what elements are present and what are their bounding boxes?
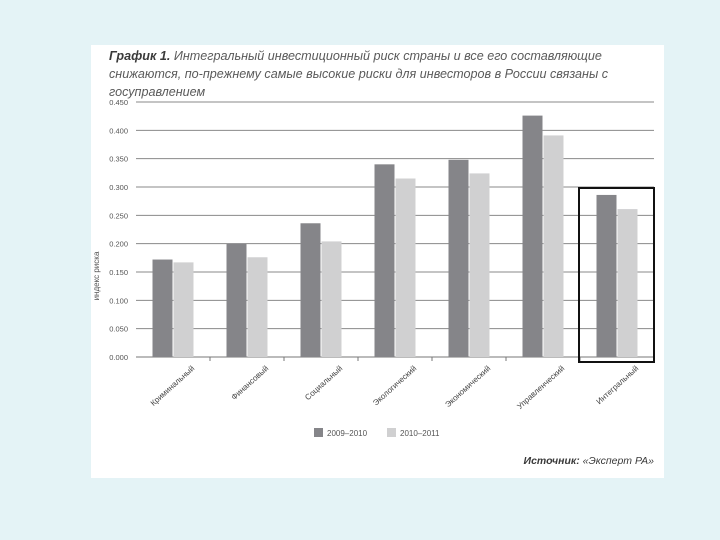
bar — [248, 257, 268, 357]
bar — [322, 241, 342, 357]
bar — [153, 260, 173, 357]
source-text: «Эксперт РА» — [582, 455, 654, 467]
legend-swatch — [314, 428, 323, 437]
bar — [597, 195, 617, 357]
source-note — [524, 455, 654, 467]
x-tick-label: Управленческий — [515, 363, 567, 412]
source-label: Источник: — [523, 455, 580, 467]
bar — [470, 173, 490, 357]
bar — [396, 179, 416, 358]
x-tick-label: Криминальный — [148, 363, 197, 408]
bar — [375, 164, 395, 357]
y-tick-label: 0.100 — [109, 296, 128, 306]
y-tick-label: 0.200 — [109, 239, 128, 249]
y-tick-label: 0.400 — [109, 126, 128, 136]
y-tick-label: 0.350 — [109, 154, 128, 164]
y-tick-label: 0.050 — [109, 324, 128, 334]
x-axis-ticks — [149, 357, 641, 411]
y-tick-label: 0.300 — [109, 183, 128, 192]
legend-label: 2010–2011 — [400, 429, 440, 438]
bar-chart — [91, 45, 664, 478]
y-tick-label: 0.250 — [109, 211, 128, 221]
y-axis-ticks — [109, 98, 128, 362]
bar — [301, 223, 321, 357]
bars — [153, 116, 638, 357]
legend-swatch — [387, 428, 396, 437]
bar — [618, 209, 638, 357]
grid-lines — [136, 102, 654, 357]
chart-title-lead: График 1. — [109, 49, 171, 63]
x-tick-label: Социальный — [303, 363, 345, 403]
bar — [174, 262, 194, 357]
x-tick-label: Интегральный — [594, 363, 641, 407]
y-tick-label: 0.150 — [109, 268, 128, 277]
bar — [449, 160, 469, 357]
y-tick-label: 0.000 — [109, 353, 128, 362]
figure-panel — [91, 45, 664, 478]
x-tick-label: Финансовый — [229, 363, 271, 402]
y-tick-label: 0.450 — [109, 98, 128, 107]
chart-title-text: Интегральный инвестиционный риск страны и все его составляющие снижаются, по-прежнему самые высокие риски для инвесторов в России связаны с госуправлением — [109, 49, 609, 99]
legend — [314, 428, 440, 438]
x-tick-label: Экологический — [371, 363, 419, 408]
bar — [523, 116, 543, 357]
bar — [227, 244, 247, 357]
y-axis-label: индекс риска — [92, 251, 101, 301]
x-tick-label: Экономический — [443, 363, 493, 410]
bar — [544, 135, 564, 357]
legend-label: 2009–2010 — [327, 429, 368, 438]
